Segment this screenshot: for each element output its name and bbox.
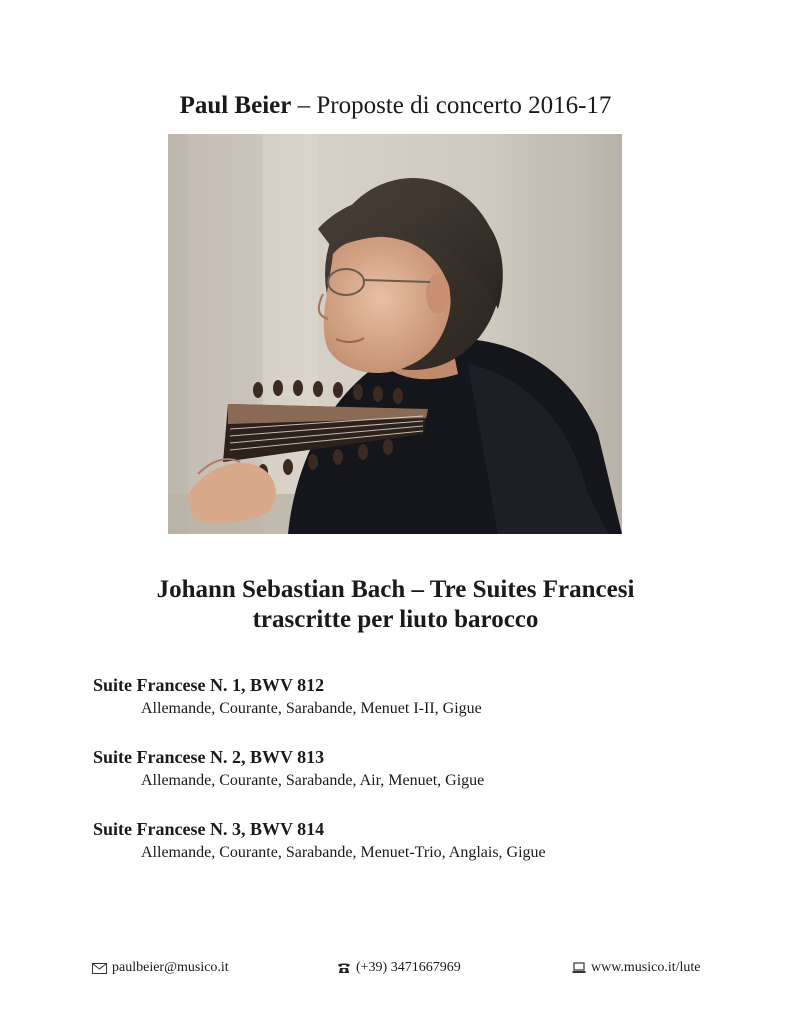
performer-photo <box>168 134 622 534</box>
suite-3-title: Suite Francese N. 3, BWV 814 <box>93 819 325 839</box>
telephone-icon <box>337 962 351 974</box>
program-subtitle: trascritte per liuto barocco <box>252 606 539 633</box>
title-rest: – Proposte di concerto 2016-17 <box>291 92 612 119</box>
footer-email <box>92 959 229 977</box>
footer-phone <box>337 959 461 977</box>
suite-1-movements: Allemande, Courante, Sarabande, Menuet I-II, Gigue <box>141 700 482 717</box>
suite-3-movements: Allemande, Courante, Sarabande, Menuet-Trio, Anglais, Gigue <box>141 844 546 861</box>
footer-website <box>572 959 701 977</box>
page-title <box>0 90 791 122</box>
laptop-icon <box>572 962 586 974</box>
suite-1-title: Suite Francese N. 1, BWV 812 <box>93 675 325 695</box>
performer-name: Paul Beier <box>179 92 292 119</box>
website-link[interactable]: www.musico.it/lute <box>591 960 701 975</box>
envelope-icon <box>92 963 107 974</box>
program-title: Johann Sebastian Bach – Tre Suites Francesi <box>156 576 635 603</box>
suite-2-title: Suite Francese N. 2, BWV 813 <box>93 747 325 767</box>
phone-number: (+39) 3471667969 <box>356 960 461 975</box>
email-link[interactable]: paulbeier@musico.it <box>112 960 229 975</box>
suite-2-movements: Allemande, Courante, Sarabande, Air, Menuet, Gigue <box>141 772 485 789</box>
